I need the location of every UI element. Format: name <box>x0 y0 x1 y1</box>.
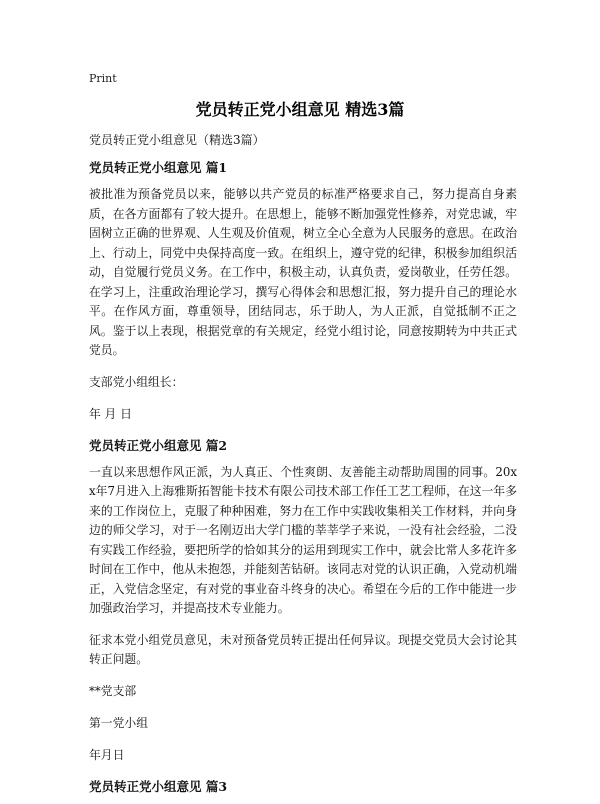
document-subtitle: 党员转正党小组意见（精选3篇） <box>89 133 265 147</box>
section-2-party-group: 第一党小组 <box>89 715 148 730</box>
section-2-paragraph: 一直以来思想作风正派，为人真正、个性爽朗、友善能主动帮助周围的同事。20xx年7月进入上海雅斯拓智能卡技术有限公司技术部工作任工艺工程师，在这一年多来的工作岗位上，克服了种种困难，努力在工作中实践收集相关工作材料，并向身边的师父学习，对于一名刚迈出大学门槛的莘莘学子来说，一没有社会经验，二没有实践工作经验，要把所学的恰如其分的运用到现实工作中，就会比常人多花许多时间在工作中，他从未抱怨，并能刻苦钻研。该同志对党的认识正确，入党动机端正，入党信念坚定，有对党的事业奋斗终身的决心。希望在今后的工作中能进一步加强政治学习，并提高技术专业能力。 <box>89 464 517 615</box>
section-heading-2: 党员转正党小组意见 篇2 <box>89 437 228 453</box>
document-body <box>89 131 517 804</box>
section-1-signature: 支部党小组组长： <box>89 374 184 389</box>
section-heading-1: 党员转正党小组意见 篇1 <box>89 160 228 175</box>
print-label: Print <box>89 72 117 85</box>
document-title: 党员转正党小组意见 精选3篇 <box>195 100 405 119</box>
section-2-date: 年月日 <box>89 747 125 762</box>
section-2-paragraph-2: 征求本党小组党员意见，未对预备党员转正提出任何异议。现提交党员大会讨论其转正问题。 <box>89 632 517 666</box>
section-heading-3: 党员转正党小组意见 篇3 <box>89 778 228 794</box>
section-1-paragraph: 被批准为预备党员以来，能够以共产党员的标准严格要求自己，努力提高自身素质，在各方面都有了较大提升。在思想上，能够不断加强党性修养，对党忠诚，牢固树立正确的世界观、人生观及价值观，树立全心全意为人民服务的意思。在政治上、行动上，同党中央保持高度一致。在组织上，遵守党的纪律，积极参加组织活动，自觉履行党员义务。在工作中，积极主动，认真负责，爱岗敬业，任劳任怨。在学习上，注重政治理论学习，撰写心得体会和思想汇报，努力提升自己的理论水平。在作风方面，尊重领导，团结同志，乐于助人，为人正派，自觉抵制不正之风。鉴于以上表现，根据党章的有关规定，经党小组讨论，同意按期转为中共正式党员。 <box>89 187 517 357</box>
section-2-party-branch: **党支部 <box>89 683 137 698</box>
section-1-date: 年 月 日 <box>89 406 132 421</box>
